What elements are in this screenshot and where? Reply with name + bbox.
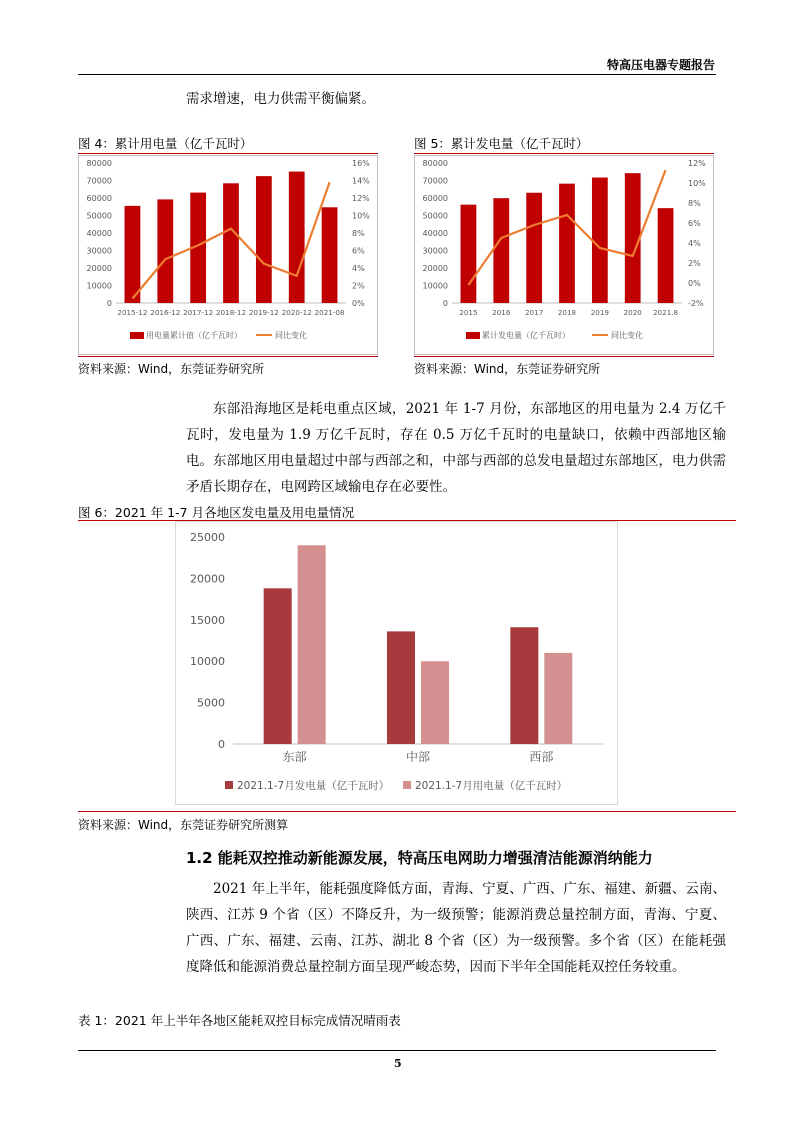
fig4-bar xyxy=(125,206,141,303)
fig4-bar xyxy=(256,176,272,303)
fig4-bar xyxy=(157,199,173,303)
fig6-generation-bar xyxy=(264,588,292,744)
fig5-right-tick: 12% xyxy=(688,159,706,168)
fig5-category-label: 2021.8 xyxy=(652,308,679,317)
fig4-left-tick: 10000 xyxy=(86,281,112,291)
fig4-category-label: 2015-12 xyxy=(117,308,148,317)
fig5-source: 资料来源：Wind，东莞证券研究所 xyxy=(414,362,601,376)
fig5-bar xyxy=(625,173,641,303)
fig5-legend-line-label: 同比变化 xyxy=(611,331,643,340)
fig5-left-tick: 80000 xyxy=(422,159,448,168)
fig5-bottom-rule xyxy=(414,356,714,357)
page-number: 5 xyxy=(394,1057,402,1070)
fig4-source: 资料来源：Wind，东莞证券研究所 xyxy=(78,362,265,376)
fig5-left-tick: 40000 xyxy=(422,229,448,238)
fig5-left-tick: 10000 xyxy=(422,281,448,291)
fig5-left-tick: 30000 xyxy=(422,246,448,256)
fig5-left-tick: 0 xyxy=(442,299,448,308)
fig6-title: 图 6：2021 年 1-7 月各地区发电量及用电量情况 xyxy=(78,505,355,520)
fig4-left-tick: 20000 xyxy=(86,264,112,273)
fig4-right-tick: 4% xyxy=(352,264,365,273)
fig5-bar xyxy=(526,193,542,303)
fig4-category-label: 2021-08 xyxy=(314,308,345,317)
fig4-right-tick: 16% xyxy=(352,159,370,168)
fig6-y-tick: 5000 xyxy=(197,696,225,710)
fig5-legend-bar-swatch xyxy=(466,332,480,339)
fig6-y-tick: 20000 xyxy=(190,572,225,586)
fig5-bar xyxy=(658,208,674,303)
fig4-left-tick: 60000 xyxy=(86,194,112,203)
fig5-title-rule xyxy=(414,153,714,154)
fig4-left-tick: 0 xyxy=(106,299,112,308)
fig6-legend-consumption-label: 2021.1-7月用电量（亿千瓦时） xyxy=(415,780,568,792)
fig4-category-label: 2019-12 xyxy=(248,308,279,317)
fig4-right-tick: 12% xyxy=(352,194,370,203)
fig5-right-tick: 6% xyxy=(688,219,701,228)
fig4-category-label: 2020-12 xyxy=(281,308,312,317)
fig4-left-tick: 70000 xyxy=(86,176,112,186)
fig5-bar xyxy=(559,184,575,303)
fig4-title-rule xyxy=(78,153,378,154)
fig5-bar xyxy=(493,198,509,303)
fig6-chart xyxy=(175,521,618,805)
fig4-bottom-rule xyxy=(78,356,378,357)
fig4-left-tick: 40000 xyxy=(86,229,112,238)
fig4-category-label: 2018-12 xyxy=(215,308,247,317)
fig5-category-label: 2020 xyxy=(623,308,642,317)
fig6-category-label: 西部 xyxy=(529,750,554,764)
fig5-bar xyxy=(592,178,608,303)
fig5-left-tick: 60000 xyxy=(422,194,448,203)
fig4-right-tick: 10% xyxy=(352,211,370,221)
fig5-category-label: 2019 xyxy=(590,308,610,317)
fig5-bar xyxy=(461,205,477,303)
fig4-right-tick: 14% xyxy=(352,176,370,186)
fig4-left-tick: 50000 xyxy=(86,211,112,221)
fig4-legend-bar-label: 用电量累计值（亿千瓦时） xyxy=(146,331,242,340)
fig4-right-tick: 6% xyxy=(352,246,365,256)
fig5-right-tick: 0% xyxy=(688,279,701,288)
fig4-left-tick: 80000 xyxy=(86,159,112,168)
fig6-source: 资料来源：Wind，东莞证券研究所测算 xyxy=(78,818,289,832)
fig5-left-tick: 50000 xyxy=(422,211,448,221)
fig5-left-tick: 70000 xyxy=(422,176,448,186)
section-heading: 1.2 能耗双控推动新能源发展，特高压电网助力增强清洁能源消纳能力 xyxy=(186,849,653,867)
fig5-right-tick: 4% xyxy=(688,239,701,248)
fig4-bar xyxy=(223,183,239,303)
fig4-right-tick: 0% xyxy=(352,299,365,308)
fig6-category-label: 中部 xyxy=(405,750,431,764)
fig6-generation-bar xyxy=(510,627,538,744)
fig5-category-label: 2015 xyxy=(459,308,478,317)
fig4-legend-line-label: 同比变化 xyxy=(275,331,307,340)
body-paragraph-2: 2021 年上半年，能耗强度降低方面，青海、宁夏、广西、广东、福建、新疆、云南、陕西、江苏 9 个省（区）不降反升，为一级预警；能源消费总量控制方面，青海、宁夏、广西、广东、福建、云南、江苏、湖北 8 个省（区）为一级预警。多个省（区）在能耗强度降低和能源消费总量控制方面呈现严峻态势，因而下半年全国能耗双控任务较重。 xyxy=(186,881,726,975)
fig6-y-tick: 0 xyxy=(218,738,225,751)
fig6-y-tick: 15000 xyxy=(190,613,225,627)
fig5-right-tick: 8% xyxy=(688,199,701,208)
fig5-legend-bar-label: 累计发电量（亿千瓦时） xyxy=(482,331,570,340)
table1-title: 表 1：2021 年上半年各地区能耗双控目标完成情况晴雨表 xyxy=(78,1013,401,1028)
fig5-left-tick: 20000 xyxy=(422,264,448,273)
fig4-bar xyxy=(322,207,338,303)
fig6-bottom-rule xyxy=(78,811,736,812)
fig6-consumption-bar xyxy=(544,653,572,744)
fig5-title: 图 5：累计发电量（亿千瓦时） xyxy=(414,136,589,151)
fig6-legend-generation-label: 2021.1-7月发电量（亿千瓦时） xyxy=(237,780,390,792)
fig5-chart xyxy=(414,155,714,355)
fig6-consumption-bar xyxy=(298,545,326,744)
fig5-category-label: 2017 xyxy=(524,308,544,317)
fig6-generation-bar xyxy=(387,631,415,744)
fig6-category-label: 东部 xyxy=(282,750,307,764)
fig5-right-tick: 2% xyxy=(688,259,701,268)
fig4-right-tick: 2% xyxy=(352,281,365,291)
fig4-left-tick: 30000 xyxy=(86,246,112,256)
fig4-category-label: 2017-12 xyxy=(183,308,214,317)
fig6-legend-generation-swatch xyxy=(225,781,233,789)
fig6-consumption-bar xyxy=(421,661,449,744)
fig5-category-label: 2016 xyxy=(492,308,511,317)
fig4-right-tick: 8% xyxy=(352,229,365,238)
fig5-category-label: 2018 xyxy=(557,308,577,317)
fig6-y-tick: 10000 xyxy=(190,655,225,669)
report-header-title: 特高压电器专题报告 xyxy=(606,58,715,72)
fig4-chart xyxy=(78,155,378,355)
fig4-legend-bar-swatch xyxy=(130,332,144,339)
body-paragraph-1: 东部沿海地区是耗电重点区域，2021 年 1-7 月份，东部地区的用电量为 2.4 万亿千瓦时，发电量为 1.9 万亿千瓦时，存在 0.5 万亿千瓦时的电量缺口，依赖中西部地区输电。东部地区用电量超过中部与西部之和，中部与西部的总发电量超过东部地区，电力供需矛盾长期存在，电网跨区域输电存在必要性。 xyxy=(186,401,726,495)
header-rule xyxy=(78,74,716,75)
fig4-title: 图 4：累计用电量（亿千瓦时） xyxy=(78,136,253,151)
fig6-y-tick: 25000 xyxy=(190,531,225,544)
fig4-bar xyxy=(289,172,305,303)
fig5-right-tick: 10% xyxy=(688,179,706,188)
footer-rule xyxy=(78,1050,716,1051)
fig4-category-label: 2016-12 xyxy=(150,308,181,317)
intro-text: 需求增速，电力供需平衡偏紧。 xyxy=(186,91,375,107)
fig6-legend-consumption-swatch xyxy=(403,781,411,789)
fig5-right-tick: -2% xyxy=(688,299,704,308)
